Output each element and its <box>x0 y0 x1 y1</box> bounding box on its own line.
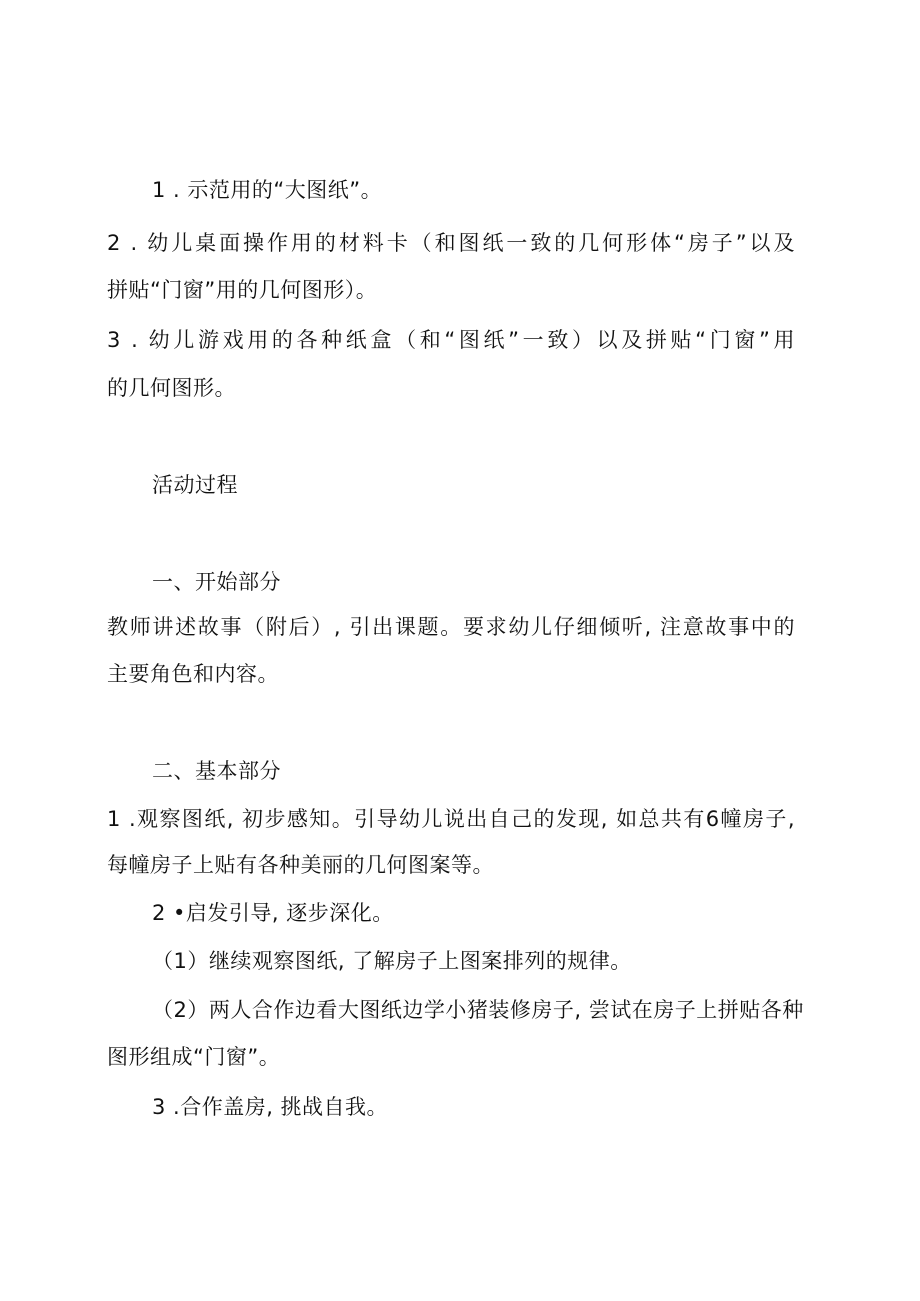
part2-item3: 3 .合作盖房, 挑战自我。 <box>152 1095 389 1119</box>
part2-item1-line-1: 1 .观察图纸, 初步感知。引导幼儿说出自己的发现, 如总共有6幢房子, <box>107 807 795 831</box>
part1-paragraph-line-2: 主要角色和内容。 <box>107 662 279 686</box>
part1-paragraph-line-1: 教师讲述故事（附后）, 引出课题。要求幼儿仔细倾听, 注意故事中的 <box>107 615 795 639</box>
part2-subitem-2-line-1: （2）两人合作边看大图纸边学小猪装修房子, 尝试在房子上拼贴各种 <box>152 998 804 1022</box>
section-heading-process: 活动过程 <box>152 473 238 497</box>
material-item-2-line-1: 2 . 幼儿桌面操作用的材料卡（和图纸一致的几何形体“房子”以及 <box>107 231 795 255</box>
part2-item1-line-2: 每幢房子上贴有各种美丽的几何图案等。 <box>107 853 494 877</box>
part2-item2: 2 •启发引导, 逐步深化。 <box>152 901 394 925</box>
part1-heading: 一、开始部分 <box>152 570 281 594</box>
material-item-2-line-2: 拼贴“门窗”用的几何图形）。 <box>107 278 378 302</box>
part2-heading: 二、基本部分 <box>152 759 281 783</box>
material-item-3-line-2: 的几何图形。 <box>107 376 236 400</box>
part2-subitem-2-line-2: 图形组成“门窗”。 <box>107 1045 281 1069</box>
material-item-1: 1 . 示范用的“大图纸”。 <box>152 178 383 202</box>
part2-subitem-1: （1）继续观察图纸, 了解房子上图案排列的规律。 <box>152 949 632 973</box>
material-item-3-line-1: 3 . 幼儿游戏用的各种纸盒（和“图纸”一致）以及拼贴“门窗”用 <box>107 328 795 352</box>
